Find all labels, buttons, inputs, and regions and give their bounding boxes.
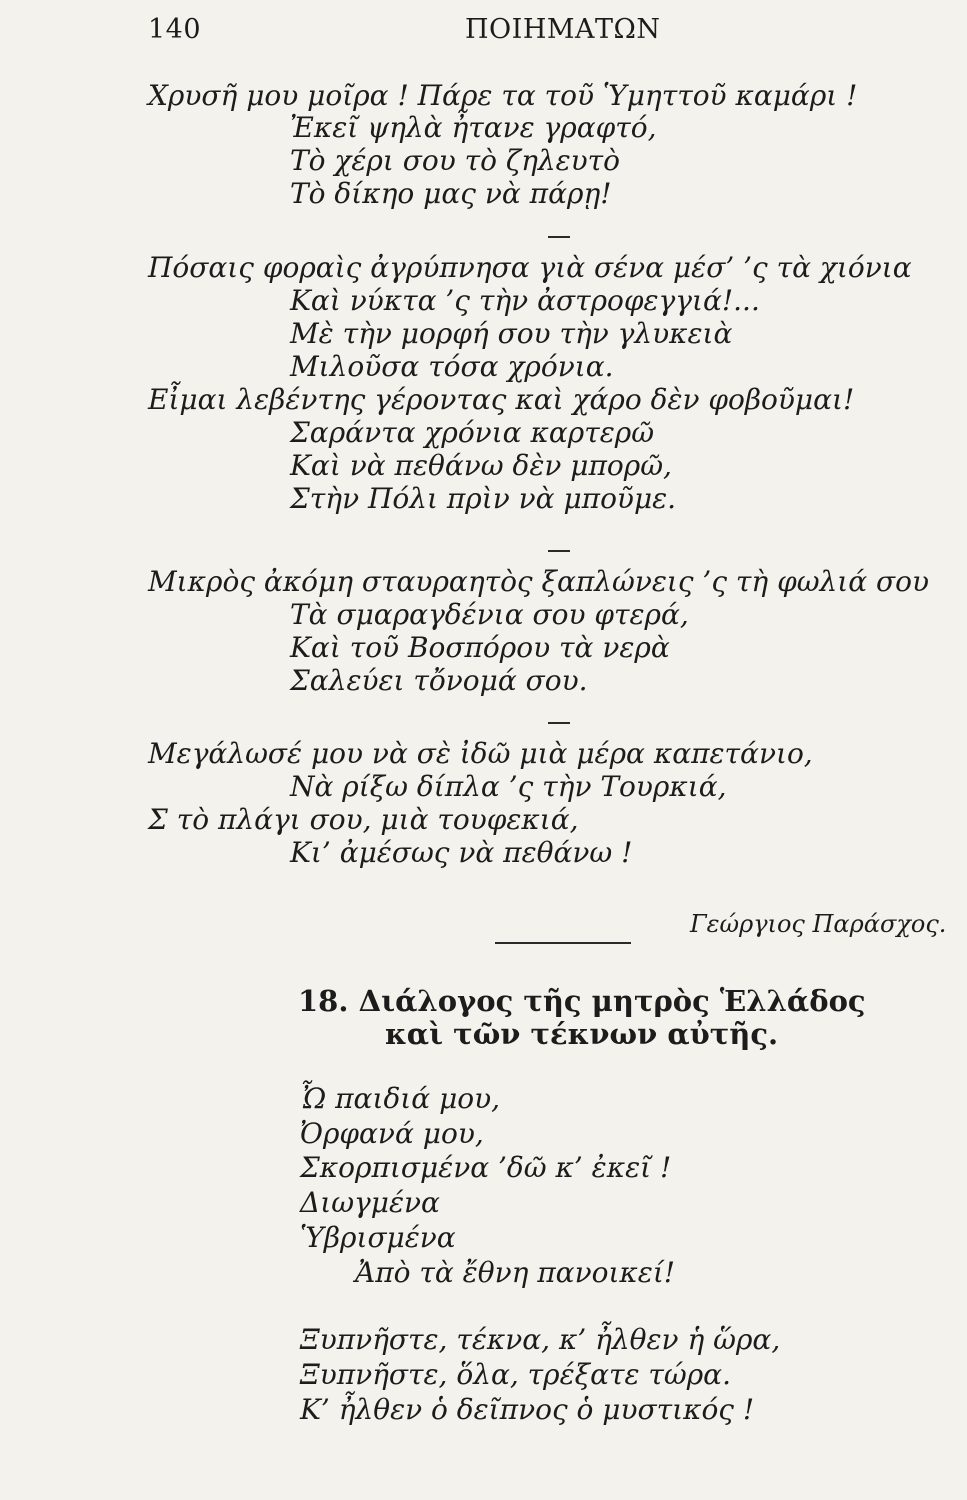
verse-line: Τὰ σμαραγδένια σου φτερά, xyxy=(290,598,689,631)
stanza-divider xyxy=(548,550,570,552)
section-number: 18. xyxy=(298,984,349,1018)
verse-line: Εἶμαι λεβέντης γέροντας καὶ χάρο δὲν φοβοῦμαι! xyxy=(148,383,855,416)
verse-line: Διωγμένα xyxy=(300,1186,440,1219)
verse-line: Ἀπὸ τὰ ἔθνη πανοικεί! xyxy=(355,1256,676,1289)
poem-author: Γεώργιος Παράσχος. xyxy=(690,910,947,938)
verse-line: Κ’ ἦλθεν ὁ δεῖπνος ὁ μυστικός ! xyxy=(300,1393,755,1426)
verse-line: Χρυσῆ μου μοῖρα ! Πάρε τα τοῦ Ὑμηττοῦ καμάρι ! xyxy=(148,79,858,112)
stanza-divider xyxy=(548,722,570,724)
verse-line: Μιλοῦσα τόσα χρόνια. xyxy=(290,350,614,383)
section-rule xyxy=(495,942,631,944)
page-number: 140 xyxy=(148,14,202,45)
verse-line: Ὀρφανά μου, xyxy=(300,1117,484,1150)
verse-line: Καὶ τοῦ Βοσπόρου τὰ νερὰ xyxy=(290,631,670,664)
stanza-divider xyxy=(548,236,570,238)
verse-line: Μεγάλωσέ μου νὰ σὲ ἰδῶ μιὰ μέρα καπετάνιο, xyxy=(148,737,813,770)
section-heading-line2: καὶ τῶν τέκνων αὐτῆς. xyxy=(385,1017,779,1051)
verse-line: Ὦ παιδιά μου, xyxy=(300,1082,501,1115)
verse-line: Νὰ ρίξω δίπλα ’ς τὴν Τουρκιά, xyxy=(290,770,727,803)
section-heading-line1 xyxy=(298,984,866,1018)
verse-line: Καὶ νὰ πεθάνω δὲν μπορῶ, xyxy=(290,449,672,482)
verse-line: Κι’ ἀμέσως νὰ πεθάνω ! xyxy=(290,836,633,869)
section-title-part1: Διάλογος τῆς μητρὸς Ἑλλάδος xyxy=(358,984,866,1018)
verse-line: Στὴν Πόλι πρὶν νὰ μποῦμε. xyxy=(290,482,677,515)
verse-line: Ξυπνῆστε, τέκνα, κ’ ἦλθεν ἡ ὥρα, xyxy=(300,1323,781,1356)
verse-line: Μὲ τὴν μορφή σου τὴν γλυκειὰ xyxy=(290,317,733,350)
verse-line: Τὸ χέρι σου τὸ ζηλευτὸ xyxy=(290,144,620,177)
verse-line: Σαράντα χρόνια καρτερῶ xyxy=(290,416,655,449)
verse-line: Σαλεύει τὄνομά σου. xyxy=(290,664,588,697)
verse-line: Τὸ δίκηο μας νὰ πάρῃ! xyxy=(290,177,612,210)
verse-line: Σ τὸ πλάγι σου, μιὰ τουφεκιά, xyxy=(148,803,579,836)
verse-line: Καὶ νύκτα ’ς τὴν ἀστροφεγγιά!... xyxy=(290,284,760,317)
verse-line: Πόσαις φοραὶς ἀγρύπνησα γιὰ σένα μέσ’ ’ς τὰ χιόνια xyxy=(148,251,912,284)
verse-line: Μικρὸς ἀκόμη σταυραητὸς ξαπλώνεις ’ς τὴ φωλιά σου xyxy=(148,565,930,598)
running-title: ΠΟΙΗΜΑΤΩΝ xyxy=(465,14,661,45)
verse-line: Ξυπνῆστε, ὅλα, τρέξατε τώρα. xyxy=(300,1358,731,1391)
verse-line: Ὑβρισμένα xyxy=(300,1221,456,1254)
verse-line: Ἐκεῖ ψηλὰ ἦτανε γραφτό, xyxy=(290,111,657,144)
verse-line: Σκορπισμένα ’δῶ κ’ ἐκεῖ ! xyxy=(300,1151,672,1184)
